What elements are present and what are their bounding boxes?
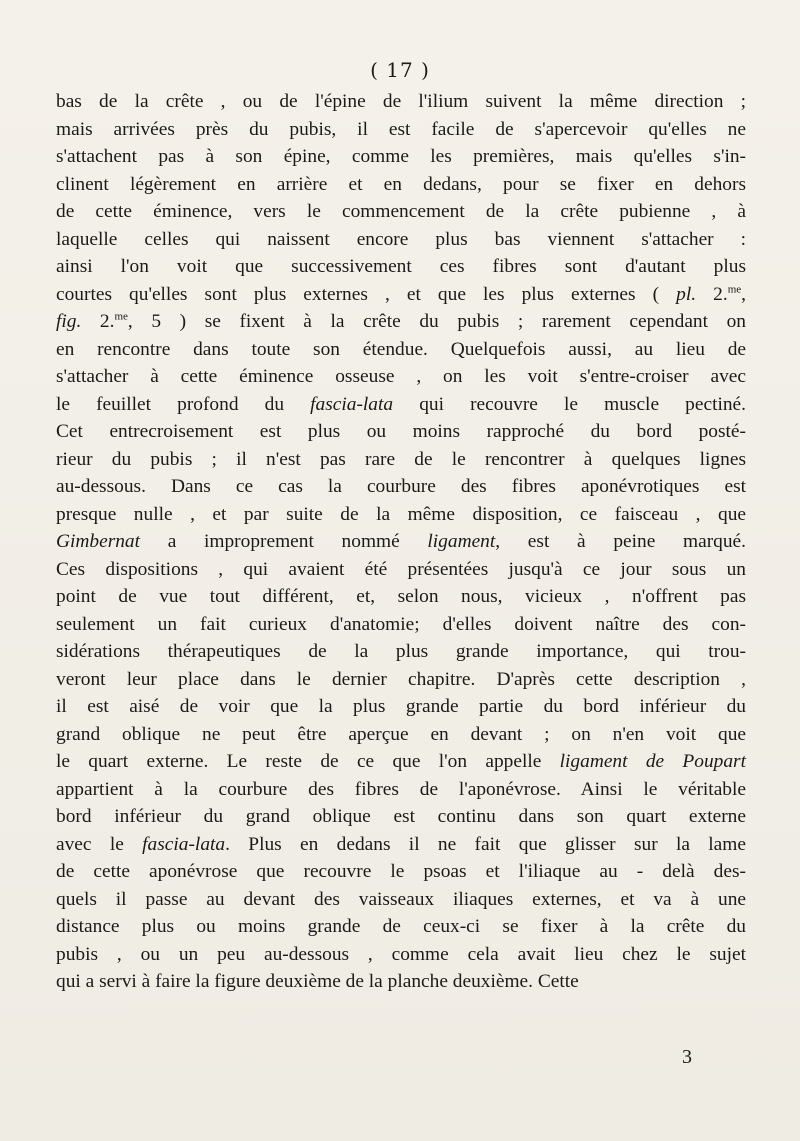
text-line: ainsi l'on voit que successivement ces fibres sont d'autant plus xyxy=(56,256,746,277)
text-line: appartient à la courbure des fibres de l'aponévrose. Ainsi le véritable xyxy=(56,778,746,800)
text-line: seulement un fait curieux d'anatomie; d'elles doivent naître des con- xyxy=(56,613,746,635)
text-line: de cette aponévrose que recouvre le psoas et l'iliaque au - delà des- xyxy=(56,861,746,882)
text-line: sidérations thérapeutiques de la plus grande importance, qui trou- xyxy=(56,641,746,662)
text-line: rieur du pubis ; il n'est pas rare de le rencontrer à quelques lignes xyxy=(56,448,746,470)
text-line: bord inférieur du grand oblique est continu dans son quart externe xyxy=(56,806,746,827)
text-line: s'attacher à cette éminence osseuse , on les voit s'entre-croiser avec xyxy=(56,366,746,387)
text-line: pubis , ou un peu au-dessous , comme cela avait lieu chez le sujet xyxy=(56,943,746,965)
text-line: courtes qu'elles sont plus externes , et que les plus externes ( pl. 2.$^{me}$, xyxy=(56,283,747,305)
text-line: de cette éminence, vers le commencement de la crête pubienne , à xyxy=(56,201,746,222)
text-line: mais arrivées près du pubis, il est facile de s'apercevoir qu'elles ne xyxy=(56,118,746,140)
text-line: avec le fascia-lata. Plus en dedans il ne fait que glisser sur la lame xyxy=(56,833,746,855)
text-line: veront leur place dans le dernier chapitre. D'après cette description , xyxy=(56,668,746,690)
text-line: grand oblique ne peut être aperçue en devant ; on n'en voit que xyxy=(56,723,746,745)
text-line: Ces dispositions , qui avaient été présentées jusqu'à ce jour sous un xyxy=(56,558,746,580)
text-line: au-dessous. Dans ce cas la courbure des fibres aponévrotiques est xyxy=(56,476,746,497)
text-line: le quart externe. Le reste de ce que l'on appelle ligament de Poupart xyxy=(56,751,746,772)
page-number: ( 17 ) xyxy=(370,58,430,82)
text-line: fig. 2.$^{me}$, 5 ) se fixent à la crête du pubis ; rarement cependant on xyxy=(56,310,746,332)
signature-mark: 3 xyxy=(682,1046,692,1068)
text-line: presque nulle , et par suite de la même disposition, ce faisceau , que xyxy=(56,503,746,525)
text-line: Cet entrecroisement est plus ou moins rapproché du bord posté- xyxy=(56,421,746,442)
text-line: distance plus ou moins grande de ceux-ci se fixer à la crête du xyxy=(56,916,746,937)
text-line: quels il passe au devant des vaisseaux iliaques externes, et va à une xyxy=(56,888,746,910)
text-line: il est aisé de voir que la plus grande partie du bord inférieur du xyxy=(56,696,746,717)
text-line: le feuillet profond du fascia-lata qui recouvre le muscle pectiné. xyxy=(56,393,746,415)
text-line: bas de la crête , ou de l'épine de l'ilium suivent la même direction ; xyxy=(56,91,746,112)
text-line: s'attachent pas à son épine, comme les premières, mais qu'elles s'in- xyxy=(56,146,746,167)
text-line: clinent légèrement en arrière et en dedans, pour se fixer en dehors xyxy=(56,173,746,195)
text-line: laquelle celles qui naissent encore plus bas viennent s'attacher : xyxy=(56,228,746,250)
text-line: en rencontre dans toute son étendue. Quelquefois aussi, au lieu de xyxy=(56,338,746,360)
body-text xyxy=(56,88,746,996)
text-line: Gimbernat a improprement nommé ligament, est à peine marqué. xyxy=(56,531,746,552)
text-line: qui a servi à faire la figure deuxième de la planche deuxième. Cette xyxy=(56,971,579,992)
text-line: point de vue tout différent, et, selon nous, vicieux , n'offrent pas xyxy=(56,586,746,607)
